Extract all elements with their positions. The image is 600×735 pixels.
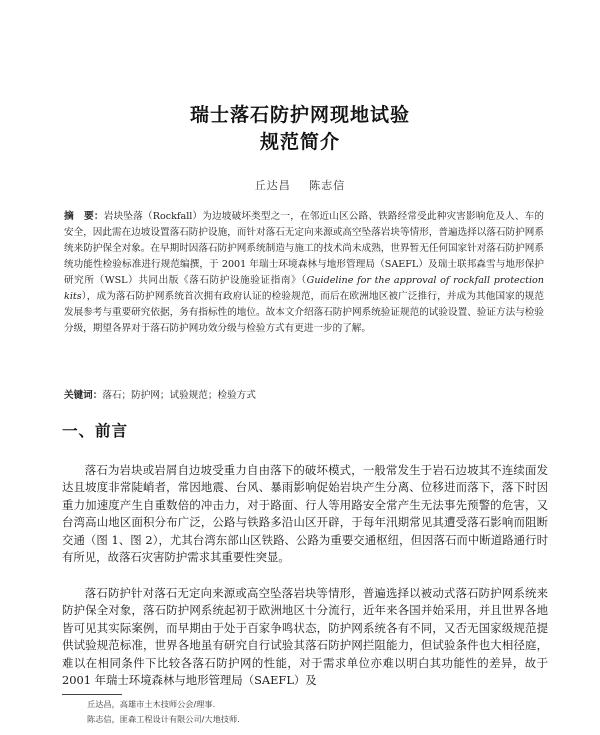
authors — [0, 177, 600, 193]
body-paragraph-2: 落石防护针对落石无定向来源或高空坠落岩块等情形，普遍选择以被动式落石防护网系统来防护保全对象，落石防护网系统起初于欧洲地区十分流行，近年来各国并始采用，并且世界各地皆可见其实际案例，而早期由于处于百家争鸣状态，防护网系统各有不同，又否无国家级规范提供试验规范标准，世界各地虽有研究自行试验其落石防护网拦阻能力，但试验条件也大相径庭，难以在相同条件下比较各落石防护网的性能，对于需求单位亦难以明白其功能性的差异，故于 2001 年瑞士环境森林与地形管理局（SAEFL）及 — [62, 586, 548, 688]
abstract — [64, 209, 544, 337]
author-1: 丘达昌 — [254, 179, 291, 192]
footnote-author-1: 丘达昌，高雄市土木技师公会/理事. — [87, 699, 216, 709]
paper-title-line-1: 瑞士落石防护网现地试验 — [189, 104, 410, 126]
abstract-text-part-1: 岩块坠落（Rockfall）为边坡破坏类型之一，在邻近山区公路、铁路经常受此种灾害影响危及人、车的安全，因此需在边坡设置落石防护设施，而针对落石无定向来源或高空坠落岩块等情形，普遍选择以落石防护网系统来防护保全对象。在早期时因落石防护网系统制造与施工的技术尚未成熟，世界暂无任何国家针对落石防护网系统功能性检验标准进行规范编撰，于 2001 年瑞士环境森林与地形管理局（SAEFL）及瑞士联邦森雪与地形保护研究所（WSL）共同出版《落石防护设施验证指南》（ — [64, 211, 545, 286]
abstract-label: 摘 要： — [64, 211, 104, 222]
footnote-author-2: 陈志信，匪森工程设计有限公司/大地技师. — [87, 714, 240, 724]
footnote-divider — [62, 694, 122, 695]
paper-title-line-2: 规范简介 — [259, 131, 340, 153]
keywords-label: 关键词： — [64, 390, 103, 401]
body-paragraph-1: 落石为岩块或岩屑自边坡受重力自由落下的破坏模式，一般常发生于岩石边坡其不连续面发达且坡度非常陡峭者，常因地震、台风、暴雨影响促始岩块产生分离、位移进而落下，落下时因重力加速度产生自重数倍的冲击力，对于路面、行人等用路安全常产生无法事先预警的危害，又台湾高山地区面积分布广泛，公路与铁路多沿山区开辟，于每年汛期常见其遭受落石影响而阻断交通（图 1、图 2），尤其台湾东部山区铁路、公路为重要交通枢纽，但因落石而中断道路通行时有所见，故落石灾害防护需求其重要性突显。 — [62, 463, 548, 565]
abstract-text-part-2: ），成为落石防护网系统首次拥有政府认证的检验规范，而后在欧洲地区被广泛推行，并成为其他国家的规范发展参考与重要研究依据，务有指标性的地位。故本文介绍落石防护网系统验证规范的试验设置、验证方法与检验分级，期望各界对于落石防护网功效分级与检验方式有更进一步的了解。 — [64, 291, 544, 334]
abstract-guideline-title: Guideline for the approval of rockfall protection kits — [64, 275, 544, 302]
section-heading-introduction: 一、前言 — [62, 422, 129, 440]
keywords — [64, 387, 544, 401]
keywords-text: 落石；防护网；试验规范；检验方式 — [102, 390, 256, 401]
author-2: 陈志信 — [309, 179, 346, 192]
